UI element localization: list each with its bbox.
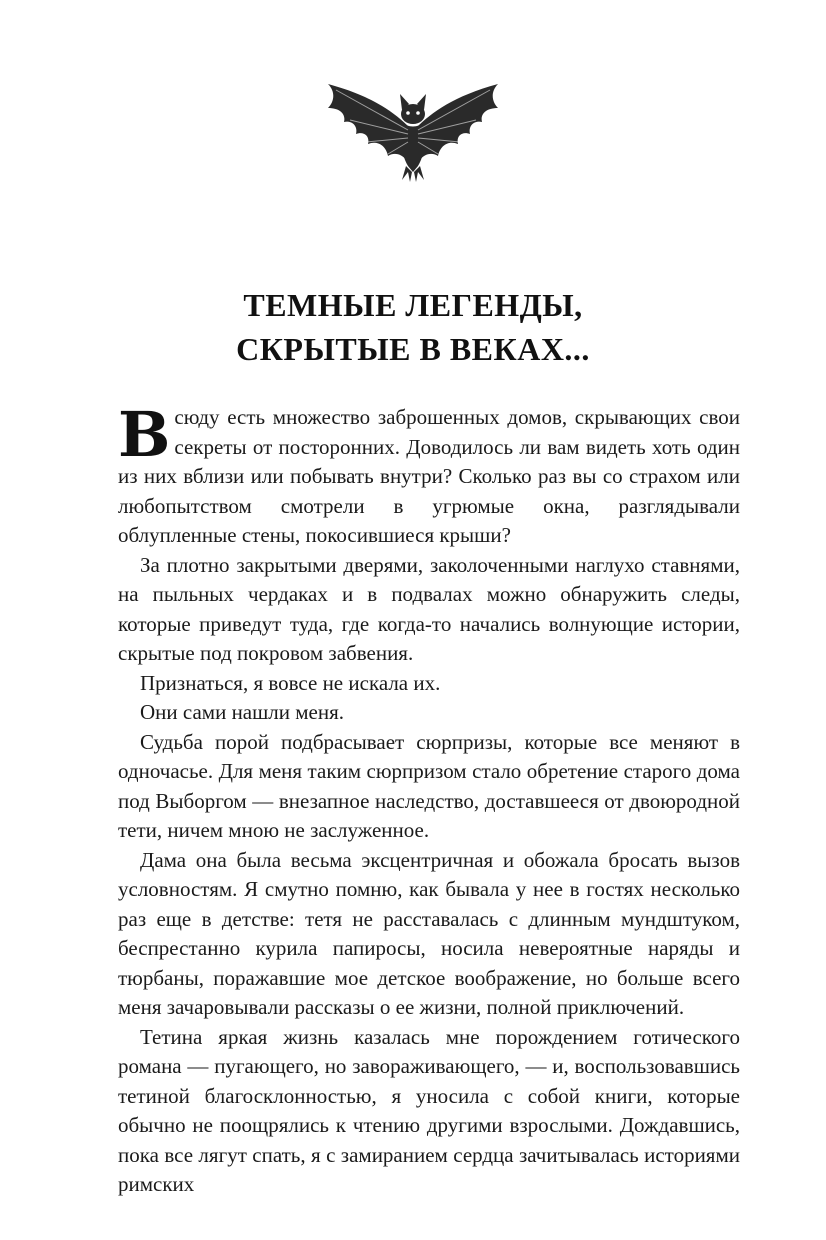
chapter-title-line-1: ТЕМНЫЕ ЛЕГЕНДЫ, [243,287,583,323]
bat-icon [322,68,504,190]
paragraph: Тетина яркая жизнь казалась мне порождением готического романа — пугающего, но завораживающего, — и, воспользовавшись тетиной благосклонностью, я уносила с собой книги, которые обычно не поощрялись к чтению другими взрослыми. Дождавшись, пока все лягут спать, я с замиранием сердца зачитывалась историями римских [118,1024,740,1196]
paragraph: Признаться, я вовсе не искала их. [140,670,441,695]
drop-cap: В [118,398,171,471]
paragraph: Они сами нашли меня. [140,700,345,724]
chapter-title-line-2: СКРЫТЫЕ В ВЕКАХ... [236,331,590,367]
paragraph [118,398,740,551]
paragraph-text: сюду есть множество заброшенных домов, скрывающих свои секреты от посторонних. Доводилось ли вам видеть хоть один из них вблизи или побывать внутри? Сколько раз вы со страхом или любопытством смотрели в угрюмые окна, разглядывали облупленные стены, покосившиеся крыши? [118,405,740,547]
paragraph: Дама она была весьма эксцентричная и обожала бросать вызов условностям. Я смутно помню, как бывала у нее в гостях несколько раз еще в детстве: тетя не расставалась с длинным мундштуком, беспрестанно курила папиросы, носила невероятные наряды и тюрбаны, поражавшие мое детское воображение, но больше всего меня зачаровывали рассказы о ее жизни, полной приключений. [118,847,740,1019]
chapter-title [0,283,826,371]
paragraph: Судьба порой подбрасывает сюрпризы, которые все меняют в одночасье. Для меня таким сюрпризом стало обретение старого дома под Выборгом — внезапное наследство, доставшееся от двоюродной тети, ничем мною не заслуженное. [118,729,740,842]
paragraph: За плотно закрытыми дверями, заколоченными наглухо ставнями, на пыльных чердаках и в подвалах можно обнаружить следы, которые приведут туда, где когда-то начались волнующие истории, скрытые под покровом забвения. [118,552,740,665]
chapter-body [118,398,740,1200]
